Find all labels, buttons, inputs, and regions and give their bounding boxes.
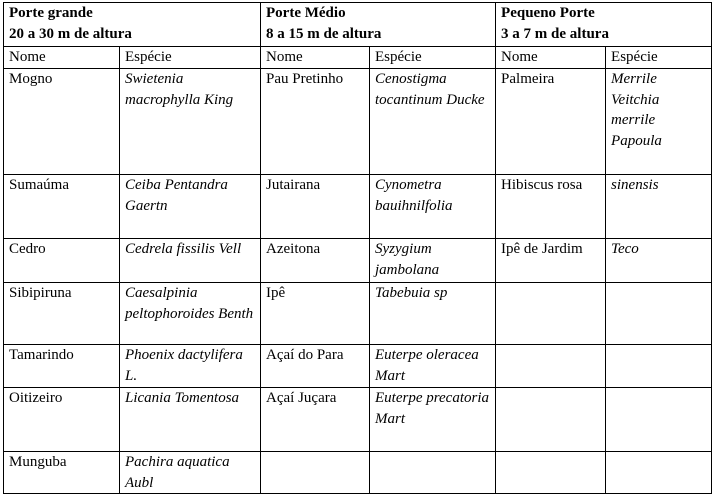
species-cell: Phoenix dactylifera L.	[120, 345, 261, 388]
species-cell: sinensis	[606, 175, 712, 239]
col-header-name: Nome	[496, 47, 606, 69]
table-row	[4, 388, 712, 452]
species-cell	[606, 452, 712, 494]
name-cell: Azeitona	[261, 239, 370, 283]
col-header-species: Espécie	[370, 47, 496, 69]
group-title-small: Pequeno Porte	[501, 5, 595, 21]
species-cell: Teco	[606, 239, 712, 283]
name-cell: Cedro	[4, 239, 120, 283]
column-header-row	[4, 47, 712, 69]
species-cell: Tabebuia sp	[370, 283, 496, 345]
name-cell	[496, 345, 606, 388]
group-height-small: 3 a 7 m de altura	[501, 25, 609, 42]
species-cell	[606, 283, 712, 345]
species-cell: Ceiba Pentandra Gaertn	[120, 175, 261, 239]
table-row	[4, 69, 712, 175]
group-header-medium	[261, 3, 496, 47]
name-cell: Sibipiruna	[4, 283, 120, 345]
name-cell	[496, 283, 606, 345]
species-cell: Merrile Veitchia merrile Papoula	[606, 69, 712, 175]
name-cell: Ipê de Jardim	[496, 239, 606, 283]
species-cell	[606, 345, 712, 388]
name-cell: Oitizeiro	[4, 388, 120, 452]
group-title-medium: Porte Médio	[266, 5, 346, 21]
name-cell	[496, 388, 606, 452]
group-height-large: 20 a 30 m de altura	[9, 25, 132, 42]
col-header-name: Nome	[261, 47, 370, 69]
name-cell: Tamarindo	[4, 345, 120, 388]
group-header-large	[4, 3, 261, 47]
col-header-name: Nome	[4, 47, 120, 69]
species-cell: Swietenia macrophylla King	[120, 69, 261, 175]
table-row	[4, 239, 712, 283]
col-header-species: Espécie	[120, 47, 261, 69]
species-cell: Licania Tomentosa	[120, 388, 261, 452]
name-cell: Hibiscus rosa	[496, 175, 606, 239]
species-cell: Cynometra bauihnilfolia	[370, 175, 496, 239]
table-row	[4, 283, 712, 345]
species-cell	[370, 452, 496, 494]
species-cell	[606, 388, 712, 452]
name-cell: Pau Pretinho	[261, 69, 370, 175]
group-header-row	[4, 3, 712, 47]
name-cell: Açaí do Para	[261, 345, 370, 388]
table-row	[4, 345, 712, 388]
name-cell: Jutairana	[261, 175, 370, 239]
name-cell: Mogno	[4, 69, 120, 175]
group-header-small	[496, 3, 712, 47]
name-cell: Ipê	[261, 283, 370, 345]
species-cell: Euterpe precatoria Mart	[370, 388, 496, 452]
col-header-species: Espécie	[606, 47, 712, 69]
species-cell: Euterpe oleracea Mart	[370, 345, 496, 388]
species-cell: Caesalpinia peltophoroides Benth	[120, 283, 261, 345]
species-cell: Pachira aquatica Aubl	[120, 452, 261, 494]
name-cell	[261, 452, 370, 494]
tree-species-table	[3, 2, 712, 494]
name-cell: Sumaúma	[4, 175, 120, 239]
name-cell: Açaí Juçara	[261, 388, 370, 452]
name-cell	[496, 452, 606, 494]
group-height-medium: 8 a 15 m de altura	[266, 25, 382, 42]
species-cell: Cenostigma tocantinum Ducke	[370, 69, 496, 175]
table-row	[4, 175, 712, 239]
group-title-large: Porte grande	[9, 5, 93, 21]
name-cell: Munguba	[4, 452, 120, 494]
name-cell: Palmeira	[496, 69, 606, 175]
species-cell: Cedrela fissilis Vell	[120, 239, 261, 283]
table-row	[4, 452, 712, 494]
species-cell: Syzygium jambolana	[370, 239, 496, 283]
